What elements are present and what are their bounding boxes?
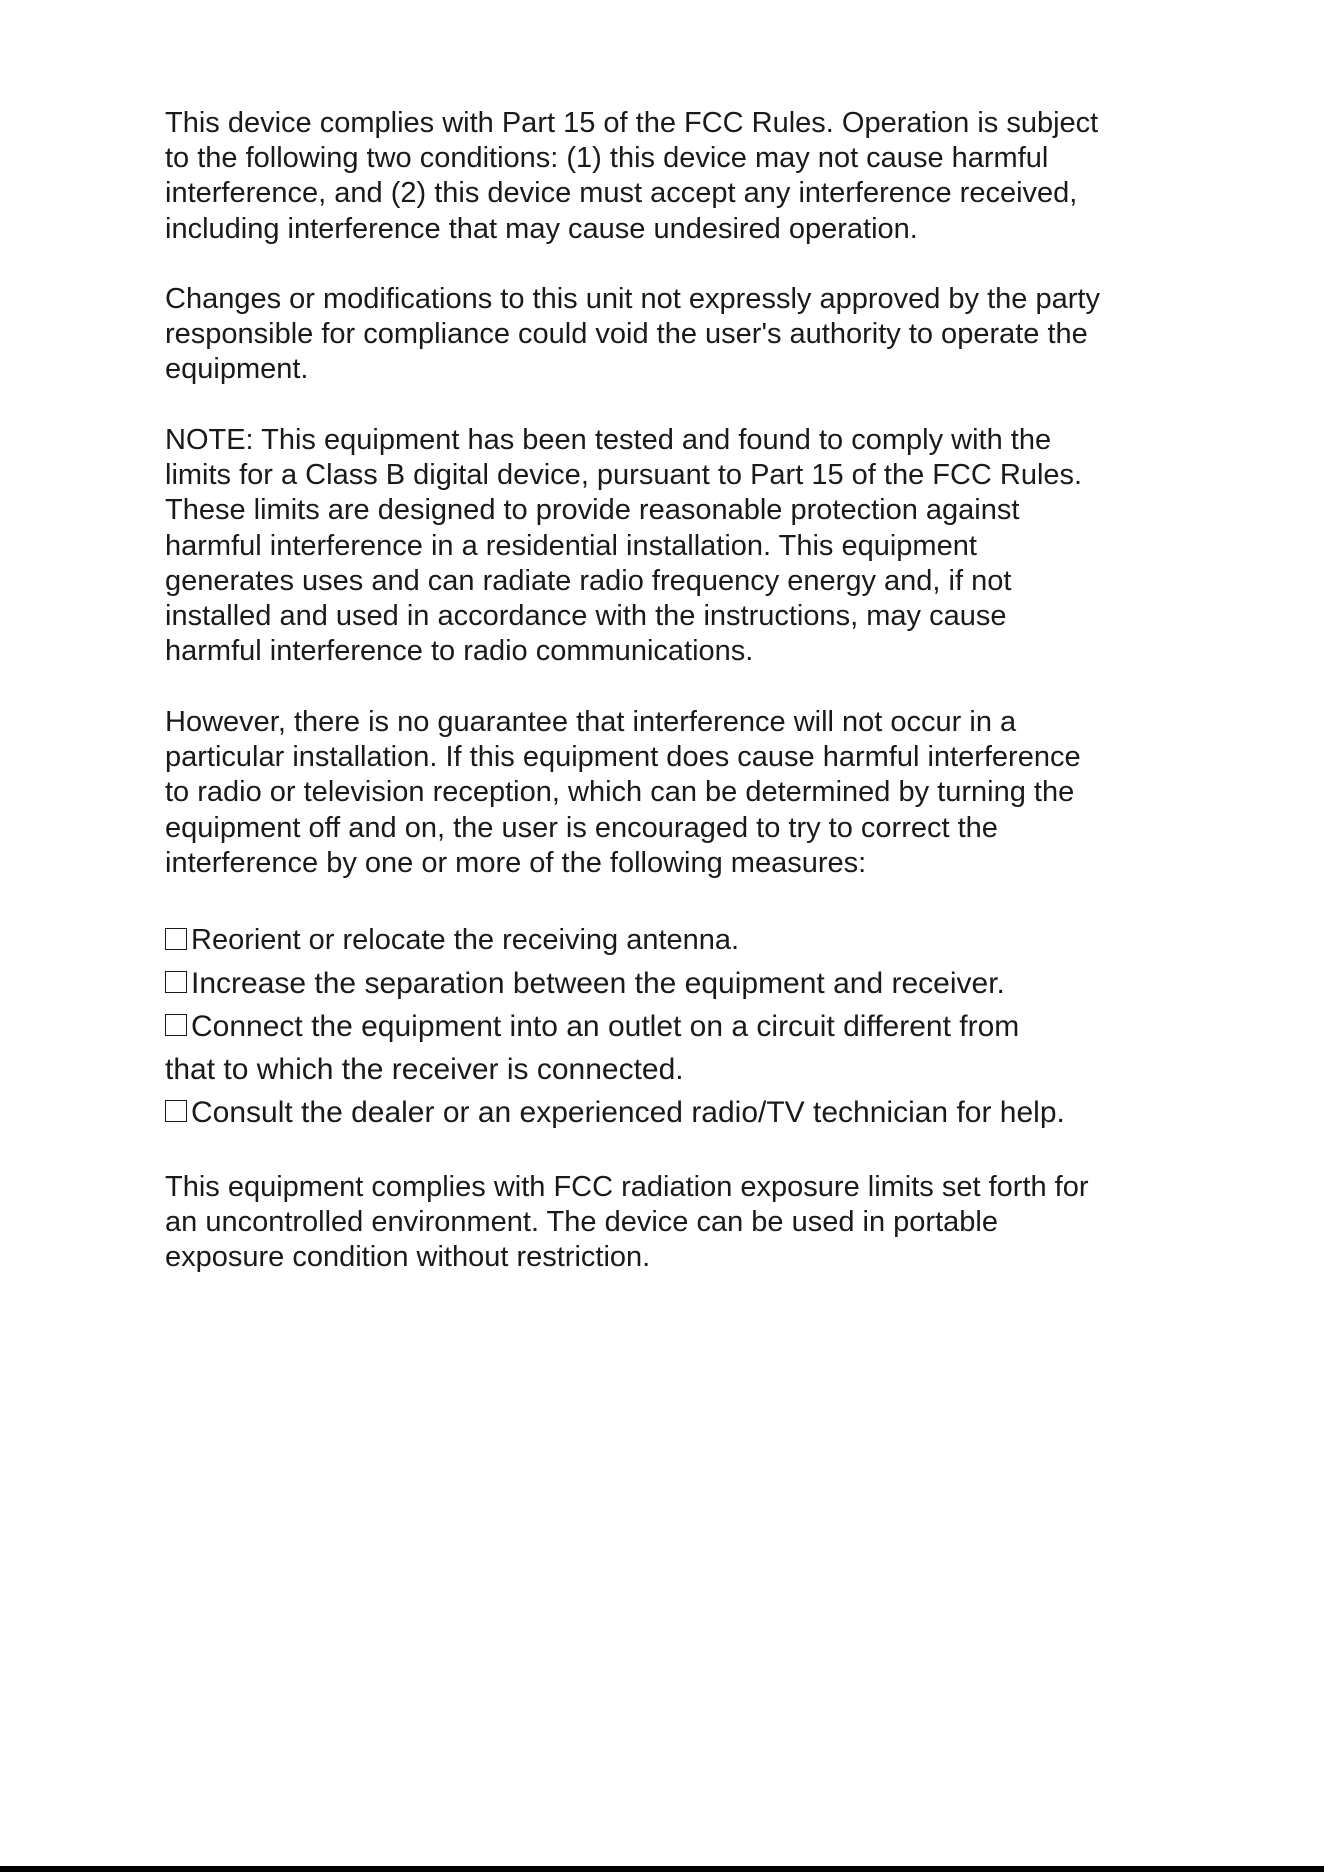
class-b-note-paragraph: NOTE: This equipment has been tested and found to comply with the limits for a Class B digital device, pursuant to Part 15 of the FCC Rules. These limits are designed to provide reasonable protection against harmful interference in a residential installation. This equipment generates uses and can radiate radio frequency energy and, if not installed and used in accordance with the instructions, may cause harmful interference to radio communications. — [165, 424, 1083, 668]
list-item — [165, 1091, 1195, 1134]
checkbox-square-icon — [165, 1100, 187, 1122]
measure-continuation-text: that to which the receiver is connected. — [165, 1053, 684, 1086]
modifications-warning-paragraph: Changes or modifications to this unit not expressly approved by the party responsible for compliance could void the user's authority to operate the equipment. — [165, 283, 1100, 386]
measure-text: Reorient or relocate the receiving antenna. — [191, 924, 740, 956]
checkbox-square-icon — [165, 971, 187, 993]
list-item — [165, 1005, 1195, 1048]
interference-guarantee-paragraph: However, there is no guarantee that interference will not occur in a particular installation. If this equipment does cause harmful interference to radio or television reception, which can be determined by turning the equipment off and on, the user is encouraged to try to correct the interference by one or more of the following measures: — [165, 706, 1081, 879]
corrective-measures-list — [165, 919, 1195, 1134]
measure-text: Consult the dealer or an experienced radio/TV technician for help. — [191, 1096, 1065, 1129]
page-bottom-border — [0, 1866, 1324, 1872]
measure-text: Connect the equipment into an outlet on a circuit different from — [191, 1010, 1020, 1043]
measure-text: Increase the separation between the equipment and receiver. — [191, 967, 1005, 1000]
list-item — [165, 919, 1195, 962]
list-item-continuation — [165, 1048, 1195, 1091]
checkbox-square-icon — [165, 928, 187, 950]
fcc-compliance-paragraph: This device complies with Part 15 of the FCC Rules. Operation is subject to the following two conditions: (1) this device may not cause harmful interference, and (2) this device must accept any interference received, including interference that may cause undesired operation. — [165, 107, 1099, 245]
checkbox-square-icon — [165, 1014, 187, 1036]
rf-exposure-paragraph: This equipment complies with FCC radiation exposure limits set forth for an uncontrolled environment. The device can be used in portable exposure condition without restriction. — [165, 1171, 1089, 1274]
list-item — [165, 962, 1195, 1005]
